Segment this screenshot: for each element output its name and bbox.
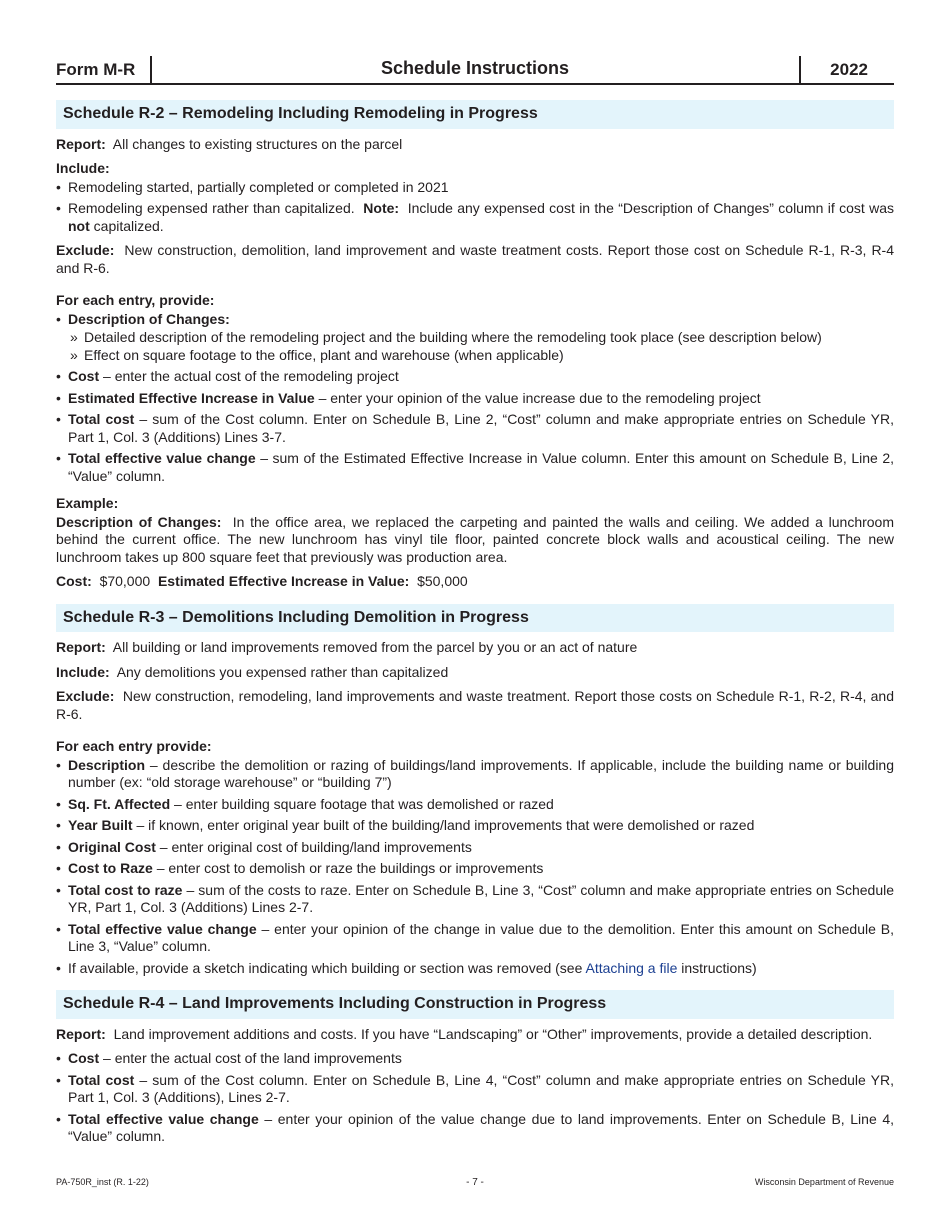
r2-example-label: Example: (56, 495, 119, 511)
list-item: • Year Built – if known, enter original year built of the building/land improvements that were demolished or razed (56, 817, 894, 835)
r3-each-label: For each entry provide: (56, 738, 212, 754)
r2-entry-list (56, 311, 894, 486)
list-item: » Detailed description of the remodeling project and the building where the remodeling took place (see description below) (68, 329, 894, 347)
r2-each-label: For each entry, provide: (56, 292, 215, 308)
form-year: 2022 (830, 60, 868, 79)
list-item: • Sq. Ft. Affected – enter building square footage that was demolished or razed (56, 796, 894, 814)
agency-name: Wisconsin Department of Revenue (754, 1177, 894, 1187)
form-name: Form M-R (56, 60, 136, 79)
list-item: • Total cost – sum of the Cost column. Enter on Schedule B, Line 2, “Cost” column and make appropriate entries on Schedule YR, Part 1, Col. 3 (Additions) Lines 3-7. (56, 411, 894, 446)
form-code: PA-750R_inst (R. 1-22) (56, 1177, 149, 1187)
list-item: • Total effective value change – enter your opinion of the change in value due to the demolition. Enter this amount on Schedule B, Line 3, “Value” column. (56, 921, 894, 956)
list-item: • Cost to Raze – enter cost to demolish or raze the buildings or improvements (56, 860, 894, 878)
r2-include-label: Include: (56, 160, 110, 176)
r2-exclude: Exclude: New construction, demolition, land improvement and waste treatment costs. Report those cost on Schedule R-1, R-3, R-4 and R-6. (56, 242, 895, 276)
page-header (56, 56, 894, 85)
section-heading-r4: Schedule R-4 – Land Improvements Including Construction in Progress (56, 990, 894, 1019)
list-item: • Description – describe the demolition or razing of buildings/land improvements. If applicable, include the building name or building number (ex: “old storage warehouse” or “building 7”) (56, 757, 894, 792)
list-item: • Remodeling started, partially completed or completed in 2021 (56, 179, 894, 197)
r3-exclude: Exclude: New construction, remodeling, land improvements and waste treatment. Report those costs on Schedule R-1, R-2, R-4, and R-6. (56, 688, 894, 722)
r3-include: Include: Any demolitions you expensed rather than capitalized (56, 663, 449, 680)
list-item: • Total effective value change – enter your opinion of the value change due to land improvements. Enter on Schedule B, Line 4, “Value” column. (56, 1111, 894, 1146)
list-item: • Remodeling expensed rather than capitalized. Note: Include any expensed cost in the “Description of Changes” column if cost was not capitalized. (56, 200, 894, 235)
r4-entry-list (56, 1050, 894, 1146)
list-item: • Total cost – sum of the Cost column. Enter on Schedule B, Line 4, “Cost” column and make appropriate entries on Schedule YR, Part 1, Col. 3 (Additions), Lines 2-7. (56, 1072, 894, 1107)
list-item: • Cost – enter the actual cost of the remodeling project (56, 368, 894, 386)
r2-include-list (56, 179, 894, 236)
list-item: • Cost – enter the actual cost of the land improvements (56, 1050, 894, 1068)
header-divider-right (799, 56, 801, 83)
list-item: • Estimated Effective Increase in Value – enter your opinion of the value increase due to the remodeling project (56, 390, 894, 408)
r2-example-values: Cost: $70,000 Estimated Effective Increase in Value: $50,000 (56, 573, 468, 589)
r2-report: Report: All changes to existing structures on the parcel (56, 135, 403, 152)
list-item: » Effect on square footage to the office, plant and warehouse (when applicable) (68, 347, 894, 365)
r2-desc-sublist (68, 329, 894, 364)
attaching-a-file-link[interactable]: Attaching a file (585, 959, 678, 976)
r2-example-desc: Description of Changes: In the office area, we replaced the carpeting and painted the walls and ceiling. We added a lunchroom behind the current office. The new lunchroom has vinyl tile floor, painted concrete block walls and acoustical ceiling. The new lunchroom takes up 800 square feet that previously was production area. (56, 513, 894, 565)
page-title: Schedule Instructions (380, 58, 570, 78)
list-item: • If available, provide a sketch indicating which building or section was removed (see Attaching a file instructions) (56, 960, 894, 978)
section-heading-r2: Schedule R-2 – Remodeling Including Remodeling in Progress (56, 100, 894, 129)
list-item: • Total cost to raze – sum of the costs to raze. Enter on Schedule B, Line 3, “Cost” column and make appropriate entries on Schedule YR, Part 1, Col. 3 (Additions) Lines 2-7. (56, 882, 894, 917)
r3-entry-list (56, 757, 894, 978)
r4-report: Report: Land improvement additions and costs. If you have “Landscaping” or “Other” improvements, provide a detailed description. (56, 1025, 873, 1042)
document-body (56, 100, 894, 1153)
list-item: • Total effective value change – sum of the Estimated Effective Increase in Value column. Enter this amount on Schedule B, Line 2, “Value” column. (56, 450, 894, 485)
list-item: • Original Cost – enter original cost of building/land improvements (56, 839, 894, 857)
r3-report: Report: All building or land improvements removed from the parcel by you or an act of nature (56, 639, 638, 655)
page-number: - 7 - (466, 1177, 484, 1188)
list-item: • Description of Changes: » Detailed description of the remodeling project and the building where the remodeling took place (see description below) » Effect on square footage to the office, plant and warehouse (when applicable) (56, 311, 894, 365)
section-heading-r3: Schedule R-3 – Demolitions Including Demolition in Progress (56, 604, 894, 633)
